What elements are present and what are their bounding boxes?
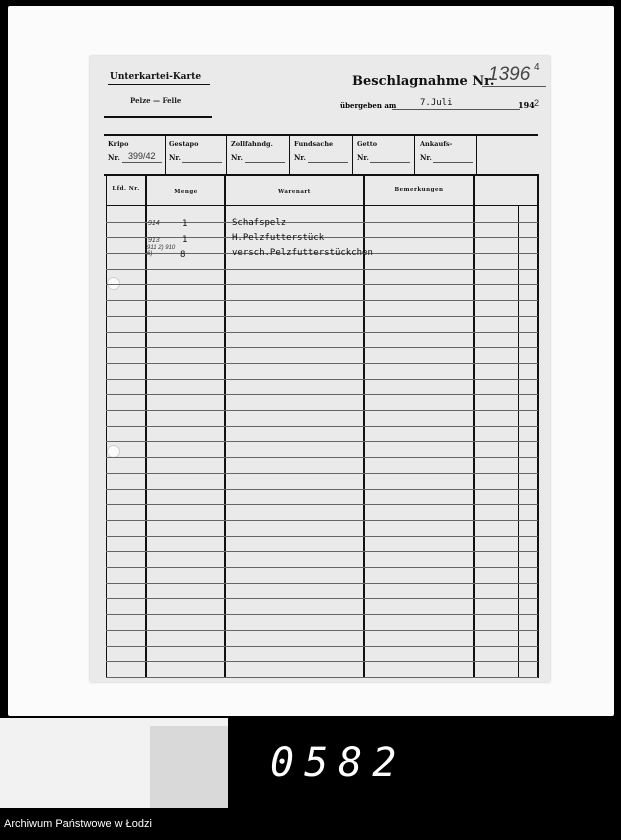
card-subtitle: Pelze — Felle <box>130 96 182 105</box>
ruled-line <box>106 426 538 427</box>
ruled-line <box>106 630 538 631</box>
seizure-heading: Beschlagnahme Nr. <box>352 74 495 89</box>
ruled-line <box>106 551 538 552</box>
handed-over-label: übergeben am <box>340 101 397 110</box>
ruled-line <box>106 332 538 333</box>
ruled-line <box>106 583 538 584</box>
ruled-line <box>106 222 538 223</box>
ruled-line <box>106 284 538 285</box>
ruled-line <box>106 473 538 474</box>
ruled-line <box>106 504 538 505</box>
ruled-line <box>106 536 538 537</box>
card-title: Unterkartei-Karte <box>110 72 202 82</box>
col-lfd-nr: Lfd. Nr. <box>112 186 140 192</box>
ruled-line <box>106 347 538 348</box>
year-suffix: 2 <box>534 98 540 108</box>
film-leader-grey <box>150 726 228 808</box>
title-underline <box>108 84 210 85</box>
ruled-line <box>106 316 538 317</box>
date-line <box>392 109 520 110</box>
ruled-line <box>106 410 538 411</box>
title-box-bottom <box>104 116 212 118</box>
year-prefix: 194 <box>518 100 535 110</box>
agency-row-top <box>104 134 538 136</box>
ruled-line <box>106 646 538 647</box>
ruled-line <box>106 300 538 301</box>
ruled-line <box>106 269 538 270</box>
col-menge: Menge <box>174 189 198 195</box>
handed-over-date: 7.Juli <box>420 98 453 108</box>
seizure-number-line <box>482 86 546 87</box>
frame-number: 0582 <box>270 740 407 786</box>
ruled-line <box>106 567 538 568</box>
seizure-number: 1396 <box>488 64 531 85</box>
archive-credit: Archiwum Państwowe w Łodzi <box>4 818 152 830</box>
index-card: Unterkartei-Karte Pelze — Felle Beschlagnahme Nr. 1396 4 übergeben am 7.Juli 194 2 Kripo Nr. 399/42 Gestapo Nr. Zollfahndg. Nr. Fundsache Nr. Getto Nr. Ankaufs- Nr. Lfd. Nr. Menge Warenart Bemerkungen 914 1 Schafspelz 913 1 H.Pelzfutterstück 911 2) 910 6) 8 versch.Pelzfutterstückchen <box>90 56 550 682</box>
ruled-line <box>106 379 538 380</box>
ruled-line <box>106 363 538 364</box>
ruled-line <box>106 661 538 662</box>
ruled-line <box>106 614 538 615</box>
col-warenart: Warenart <box>278 189 311 195</box>
ruled-line <box>106 677 538 678</box>
seizure-suffix: 4 <box>534 62 540 73</box>
ruled-line <box>106 394 538 395</box>
ruled-line <box>106 489 538 490</box>
ruled-line <box>106 598 538 599</box>
ruled-line <box>106 520 538 521</box>
kripo-number: 399/42 <box>128 151 156 161</box>
ruled-line <box>106 457 538 458</box>
ruled-line <box>106 441 538 442</box>
col-bemerkungen: Bemerkungen <box>394 187 444 193</box>
